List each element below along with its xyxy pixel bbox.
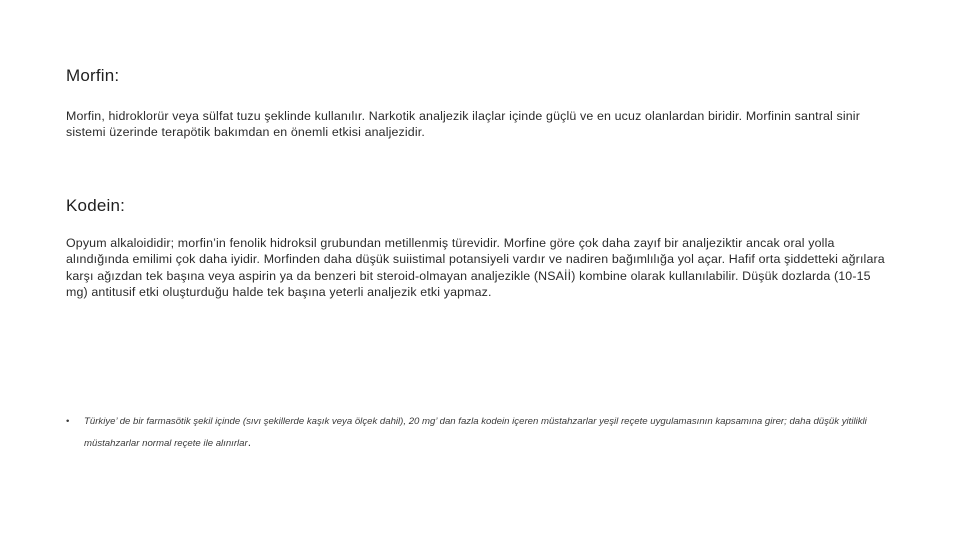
footnote-end: . (247, 435, 252, 449)
footnote-body: Türkiye’ de bir farmasötik şekil içinde (sıvı şekillerde kaşık veya ölçek dahil), 20 mg’ dan fazla kodein içeren müstahzarlar yeşil reçete uygulamasının kapsamına girer; daha düşük yitilikli müstahzarlar normal reçete ile alınırlar (84, 416, 867, 449)
morfin-paragraph: Morfin, hidroklorür veya sülfat tuzu şeklinde kullanılır. Narkotik analjezik ilaçlar içinde güçlü ve en ucuz olanlardan biridir. Morfinin santral sinir sistemi üzerinde terapötik bakımdan en önemli etkisi analjezidir. (66, 109, 860, 140)
footnote-text (84, 412, 876, 454)
bullet-icon: • (66, 416, 70, 427)
kodein-paragraph: Opyum alkaloididir; morfin’in fenolik hidroksil grubundan metillenmiş türevidir. Morfine göre çok daha zayıf bir analjeziktir ancak oral yolla alındığında emilimi çok daha iyidir. Morfinden daha düşük suiistimal potansiyeli vardır ve nadiren bağımlılığa yol açar. Hafif orta şiddetteki ağrılara karşı ağızdan tek başına veya aspirin ya da benzeri bit steroid-olmayan analjezikle (NSAİİ) kombine olarak kullanılabilir. Düşük dozlarda (10-15 mg) antitusif etki oluşturduğu halde tek başına yeterli analjezik etki yapmaz. (66, 236, 885, 300)
footnote (66, 412, 876, 454)
kodein-heading: Kodein: (66, 196, 126, 215)
morfin-heading: Morfin: (66, 66, 120, 85)
